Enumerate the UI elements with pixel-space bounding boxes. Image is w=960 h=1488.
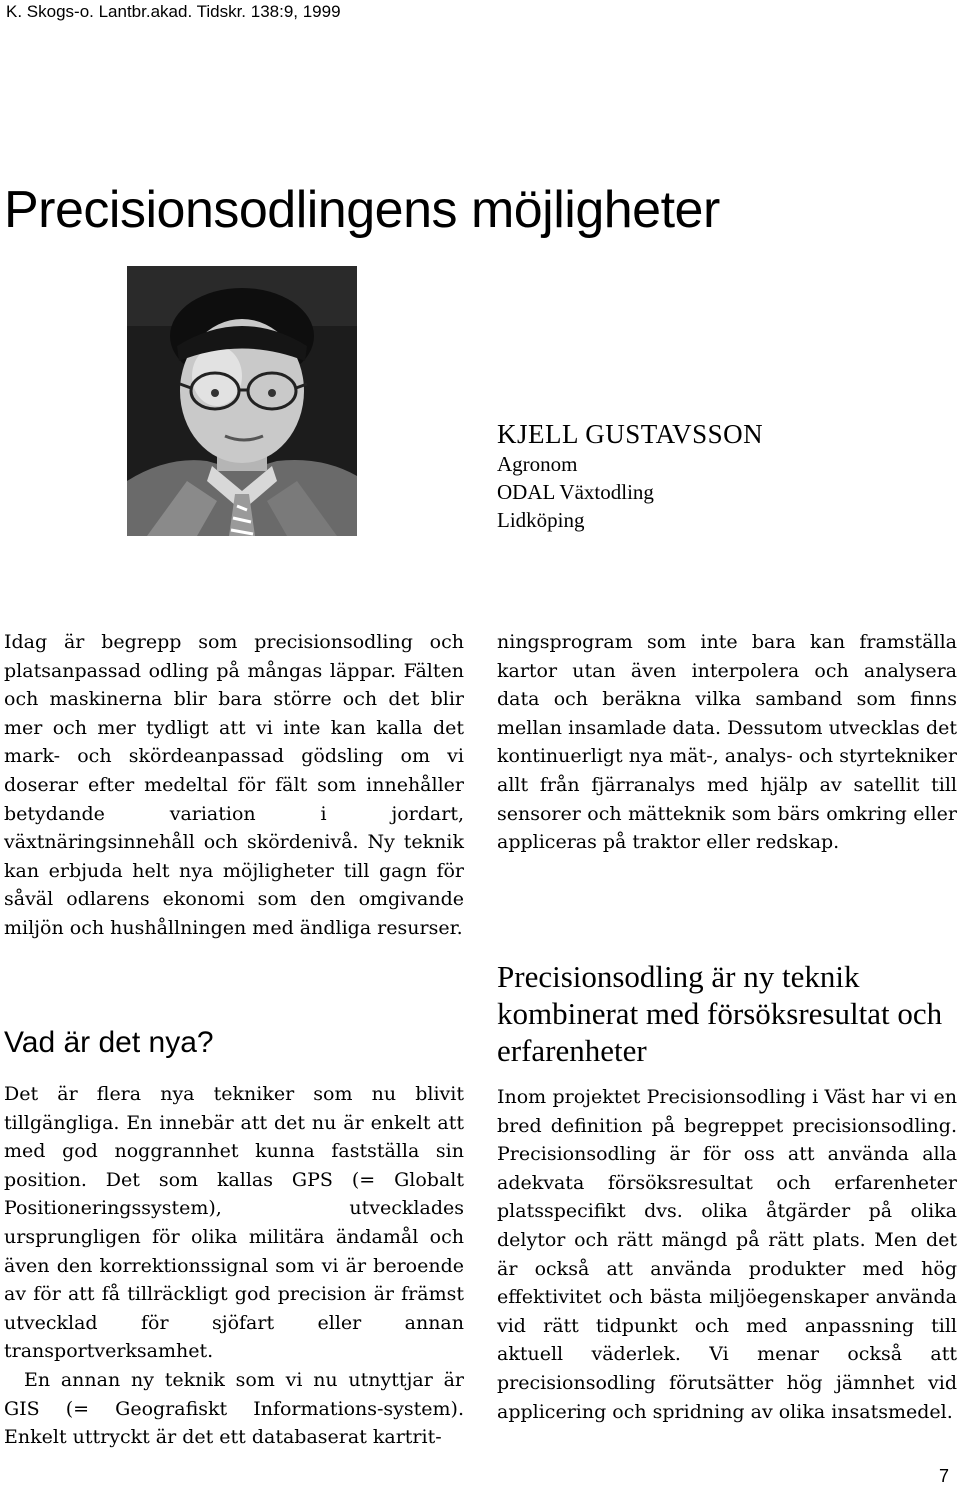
section1-paragraph-1: Det är flera nya tekniker som nu blivit tillgängliga. En innebär att det nu är enkelt att med god noggrannhet kunna fastställa sin position. Det som kallas GPS (= Globalt Positioneringssystem), utvecklades ursprungligen för olika militära ändamål och även den korrektionssignal som vi är beroende av för att få tillräckligt god precision är främst utvecklad för sjöfart eller annan transportverksamhet. xyxy=(4,1083,464,1363)
journal-reference: K. Skogs-o. Lantbr.akad. Tidskr. 138:9, 1999 xyxy=(6,2,341,21)
author-location: Lidköping xyxy=(497,508,585,532)
section1-column xyxy=(4,1080,464,1452)
section1-paragraph-2: En annan ny teknik som vi nu utnyttjar är GIS (= Geografiskt Informations-system). Enkelt uttryckt är det ett databaserat kartrit- xyxy=(4,1368,464,1449)
page-number: 7 xyxy=(939,1466,950,1486)
right-column-continuation xyxy=(497,628,957,857)
section-heading-precision-farming: Precisionsodling är ny teknik kombinerat med försöksresultat och erfarenheter xyxy=(497,959,943,1068)
author-role: Agronom xyxy=(497,452,578,476)
author-photo xyxy=(127,266,357,536)
author-name: KJELL GUSTAVSSON xyxy=(497,419,764,449)
section-heading-what-is-new: Vad är det nya? xyxy=(4,1026,214,1059)
author-block xyxy=(497,418,763,534)
continuation-paragraph: ningsprogram som inte bara kan framställa kartor utan även interpolera och analysera data och beräkna vilka samband som finns mellan insamlade data. Dessutom utvecklas det kontinuerligt nya mät-, analys- och styrtekniker allt från fjärranalys med hjälp av satellit till sensorer och mätteknik som bärs omkring eller appliceras på traktor eller redskap. xyxy=(497,631,957,854)
section2-column xyxy=(497,1083,957,1426)
intro-column xyxy=(4,628,464,943)
section2-paragraph: Inom projektet Precisionsodling i Väst har vi en bred definition på begreppet precisionsodling. Precisionsodling är för oss att använda alla adekvata försöksresultat och erfarenheter platsspecifikt dvs. olika åtgärder på olika delytor och rätt mängd på rätt plats. Men det är också att använda produkter med hög effektivitet och bästa miljöegenskaper använda vid rätt tidpunkt och med anpassning till aktuell väderlek. Vi menar också att precisionsodling förutsätter hög jämnhet vid applicering och spridning av olika insatsmedel. xyxy=(497,1086,957,1423)
article-title: Precisionsodlingens möjligheter xyxy=(4,181,720,239)
intro-paragraph: Idag är begrepp som precisionsodling och platsanpassad odling på mångas läppar. Fälten och maskinerna blir bara större och det blir mer och mer tydligt att vi inte kan kalla det mark- och skördeanpassad gödsling om vi doserar efter medeltal för fält som innehåller betydande variation i jordart, växtnäringsinnehåll och skördenivå. Ny teknik kan erbjuda helt nya möjligheter till gagn för såväl odlarens ekonomi som den omgivande miljön och hushållningen med ändliga resurser. xyxy=(4,631,464,939)
author-organization: ODAL Växtodling xyxy=(497,480,654,504)
